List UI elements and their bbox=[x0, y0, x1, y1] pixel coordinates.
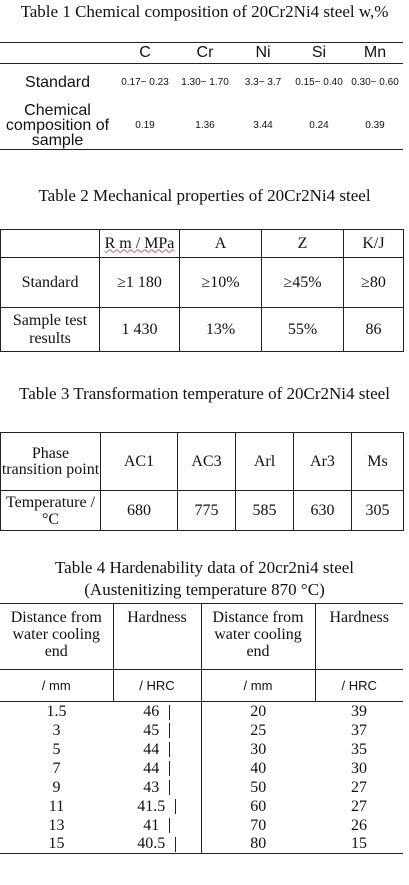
table-cell: 585 bbox=[236, 491, 294, 531]
table-cell: 7 bbox=[52, 759, 61, 777]
table4-header-cell: Hardness bbox=[315, 604, 403, 670]
table-cell: 775 bbox=[178, 491, 236, 531]
table-cell: 305 bbox=[352, 491, 404, 531]
table-cell: 40 bbox=[201, 759, 315, 778]
table1-header-cell: Ni bbox=[235, 43, 291, 64]
table1 bbox=[0, 42, 403, 150]
table-cell: 630 bbox=[294, 491, 352, 531]
table1-header-cell bbox=[0, 43, 115, 64]
table-cell bbox=[113, 797, 201, 816]
table3-caption: Table 3 Transformation temperature of 20Cr2Ni4 steel bbox=[19, 384, 390, 403]
table-cell: 0.15~ 0.40 bbox=[295, 77, 343, 89]
table-cell: 37 bbox=[351, 721, 367, 739]
table-cell: 30 bbox=[351, 759, 367, 777]
table1-header-cell: Mn bbox=[347, 43, 403, 64]
table-cell: 0.30~ 0.60 bbox=[351, 77, 399, 89]
table-cell: 0.19 bbox=[115, 102, 175, 150]
row-label: Chemical composition of sample bbox=[0, 102, 115, 150]
table-row bbox=[0, 102, 403, 150]
table3 bbox=[0, 432, 404, 531]
table-cell-value: 46 bbox=[143, 702, 160, 720]
table1-header-cell: C bbox=[115, 43, 175, 64]
table4-caption-line1: Table 4 Hardenability data of 20cr2ni4 steel bbox=[54, 558, 355, 577]
table-row bbox=[0, 64, 403, 102]
table-cell: 60 bbox=[201, 797, 315, 816]
table2-header-row bbox=[1, 230, 404, 258]
table-row bbox=[0, 778, 403, 797]
row-label: Temperature / °C bbox=[1, 491, 101, 531]
table-cell: ≥45% bbox=[262, 258, 344, 308]
table-cell: 13 bbox=[48, 816, 65, 834]
row-label: Sample test results bbox=[1, 308, 100, 352]
table-cell-value: 44 bbox=[143, 740, 160, 758]
table-cell-value: 43 bbox=[143, 778, 160, 796]
table2-header-cell bbox=[100, 230, 180, 258]
table-cell: 680 bbox=[101, 491, 178, 531]
table-cell-value: 45 bbox=[143, 721, 160, 739]
table-cell bbox=[113, 816, 201, 835]
table-row bbox=[0, 816, 403, 835]
divider bbox=[169, 780, 170, 795]
table-cell: 35 bbox=[351, 740, 367, 758]
table-cell: 50 bbox=[201, 778, 315, 797]
table-cell: 3 bbox=[52, 721, 61, 739]
table-cell: 1.36 bbox=[175, 102, 235, 150]
divider bbox=[169, 818, 170, 833]
table-cell: 20 bbox=[201, 702, 315, 721]
table-cell-value: 44 bbox=[143, 759, 160, 777]
table-cell: 0.39 bbox=[347, 102, 403, 150]
table-row bbox=[1, 433, 404, 491]
table2-caption: Table 2 Mechanical properties of 20Cr2Ni4 steel bbox=[38, 186, 371, 205]
table-cell: Ar3 bbox=[294, 433, 352, 491]
table-cell: 55% bbox=[262, 308, 344, 352]
divider bbox=[175, 799, 176, 814]
rm-mpa-label: R m / MPa bbox=[104, 234, 175, 252]
table-cell-value: 40.5 bbox=[137, 835, 166, 853]
table-cell: 86 bbox=[344, 308, 404, 352]
table4-header-row bbox=[0, 604, 403, 670]
table4-unit-cell: / HRC bbox=[113, 670, 201, 702]
table1-caption: Table 1 Chemical composition of 20Cr2Ni4 steel w,% bbox=[20, 2, 389, 21]
table-cell bbox=[113, 835, 201, 854]
table-cell: 0.24 bbox=[291, 102, 347, 150]
table-cell: Ms bbox=[352, 433, 404, 491]
table4-header-cell: Distance from water cooling end bbox=[201, 604, 315, 670]
table-cell: 25 bbox=[201, 721, 315, 740]
table-cell bbox=[113, 721, 201, 740]
table4 bbox=[0, 603, 403, 854]
table-cell: 13% bbox=[180, 308, 262, 352]
table-row bbox=[0, 740, 403, 759]
table-cell: AC3 bbox=[178, 433, 236, 491]
table-cell: 27 bbox=[351, 797, 367, 815]
table-cell: 30 bbox=[201, 740, 315, 759]
table1-header-cell: Si bbox=[291, 43, 347, 64]
table1-header-row bbox=[0, 43, 403, 64]
table-cell-value: 41.5 bbox=[137, 797, 166, 815]
table-cell: AC1 bbox=[101, 433, 178, 491]
table2-header-cell: A bbox=[180, 230, 262, 258]
table-row bbox=[1, 258, 404, 308]
row-label: Standard bbox=[25, 74, 90, 92]
table2-header-cell: Z bbox=[262, 230, 344, 258]
table-cell: 15 bbox=[0, 835, 113, 854]
table-row bbox=[0, 759, 403, 778]
table-cell: 39 bbox=[351, 702, 367, 720]
divider bbox=[169, 742, 170, 757]
table4-caption-line2: (Austenitizing temperature 870 °C) bbox=[84, 580, 325, 599]
table-cell: 26 bbox=[351, 816, 367, 834]
table-row bbox=[0, 797, 403, 816]
table-cell bbox=[113, 702, 201, 721]
table4-unit-cell: / HRC bbox=[315, 670, 403, 702]
divider bbox=[175, 837, 176, 852]
table-cell bbox=[113, 740, 201, 759]
table2 bbox=[0, 229, 404, 352]
table2-header-cell: K/J bbox=[344, 230, 404, 258]
table-cell bbox=[113, 759, 201, 778]
table-cell: 70 bbox=[201, 816, 315, 835]
table-cell-value: 41 bbox=[143, 816, 160, 834]
table-cell: ≥1 180 bbox=[100, 258, 180, 308]
table-cell: 15 bbox=[315, 835, 403, 854]
table-cell: 1 430 bbox=[100, 308, 180, 352]
table-cell: Arl bbox=[236, 433, 294, 491]
table1-header-cell: Cr bbox=[175, 43, 235, 64]
table-cell: 9 bbox=[52, 778, 61, 796]
table2-header-cell bbox=[1, 230, 100, 258]
table4-unit-cell: / mm bbox=[0, 670, 113, 702]
table-cell: 5 bbox=[52, 740, 61, 758]
table-row bbox=[1, 308, 404, 352]
table-cell: 1.5 bbox=[46, 702, 67, 720]
table-cell: ≥80 bbox=[344, 258, 404, 308]
table-cell: 0.17~ 0.23 bbox=[121, 77, 169, 89]
divider bbox=[169, 761, 170, 776]
table4-unit-cell: / mm bbox=[201, 670, 315, 702]
table-row bbox=[0, 721, 403, 740]
table-row bbox=[0, 702, 403, 721]
table4-units-row bbox=[0, 670, 403, 702]
row-label: Phase transition point bbox=[1, 433, 101, 491]
table-row bbox=[1, 491, 404, 531]
table-cell: 1.30~ 1.70 bbox=[181, 77, 229, 89]
table-cell: 11 bbox=[48, 797, 65, 815]
row-label: Standard bbox=[1, 258, 100, 308]
table4-header-cell: Distance from water cooling end bbox=[0, 604, 113, 670]
table4-header-cell: Hardness bbox=[113, 604, 201, 670]
table-cell: ≥10% bbox=[180, 258, 262, 308]
table-cell: 3.44 bbox=[235, 102, 291, 150]
table-cell: 3.3~ 3.7 bbox=[244, 77, 282, 89]
table-row bbox=[0, 835, 403, 854]
divider bbox=[169, 723, 170, 738]
table-cell bbox=[113, 778, 201, 797]
table-cell: 80 bbox=[201, 835, 315, 854]
table-cell: 27 bbox=[351, 778, 367, 796]
divider bbox=[169, 705, 170, 720]
